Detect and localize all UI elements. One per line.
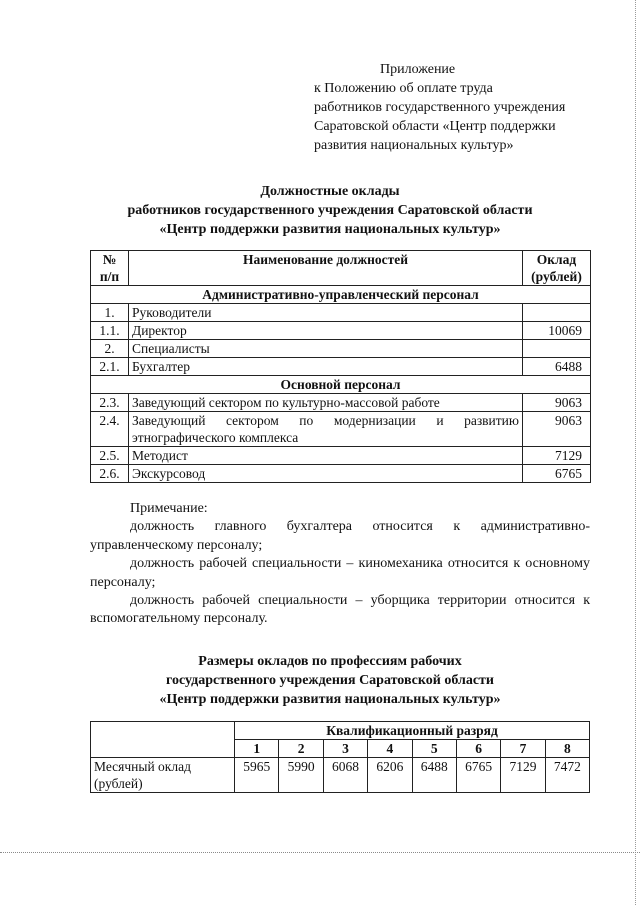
table-row bbox=[91, 340, 591, 358]
empty-corner-cell bbox=[91, 722, 235, 758]
grade-salary: 6488 bbox=[412, 758, 456, 793]
grade-number: 4 bbox=[368, 740, 412, 758]
title-line: Должностные оклады bbox=[260, 184, 400, 199]
table-row bbox=[91, 465, 591, 483]
row-salary: 9063 bbox=[523, 412, 591, 447]
table-header-row bbox=[91, 251, 591, 286]
note-title: Примечание: bbox=[130, 501, 208, 516]
table-row bbox=[91, 447, 591, 465]
title-line: Размеры окладов по профессиям рабочих bbox=[198, 654, 462, 669]
row-position: Экскурсовод bbox=[129, 465, 523, 483]
row-position: Методист bbox=[129, 447, 523, 465]
col-salary-header: Оклад (рублей) bbox=[523, 251, 591, 286]
row-number: 2. bbox=[91, 340, 129, 358]
grade-salary: 5990 bbox=[279, 758, 323, 793]
row-position: Заведующий сектором по культурно-массовой работе bbox=[129, 394, 523, 412]
note-block bbox=[90, 500, 590, 629]
section-main: Основной персонал bbox=[91, 376, 591, 394]
grade-salary: 6068 bbox=[323, 758, 367, 793]
row-number: 2.4. bbox=[91, 412, 129, 447]
row-salary: 6765 bbox=[523, 465, 591, 483]
workers-salary-table bbox=[90, 721, 590, 793]
col-number-header: № п/п bbox=[91, 251, 129, 286]
appendix-line: Саратовской области «Центр поддержки bbox=[314, 119, 556, 134]
row-number: 1. bbox=[91, 304, 129, 322]
row-salary bbox=[523, 340, 591, 358]
section-row bbox=[91, 286, 591, 304]
row-salary: 10069 bbox=[523, 322, 591, 340]
grade-salary: 6765 bbox=[456, 758, 500, 793]
grade-number: 5 bbox=[412, 740, 456, 758]
title-line: работников государственного учреждения Саратовской области bbox=[127, 203, 533, 218]
table-row bbox=[91, 322, 591, 340]
row-number: 2.1. bbox=[91, 358, 129, 376]
grade-salary: 6206 bbox=[368, 758, 412, 793]
row-salary bbox=[523, 304, 591, 322]
grade-header-row bbox=[91, 722, 590, 740]
grade-number: 3 bbox=[323, 740, 367, 758]
table-row bbox=[91, 394, 591, 412]
table-row bbox=[91, 304, 591, 322]
table-row bbox=[91, 412, 591, 447]
appendix-line: развития национальных культур» bbox=[314, 138, 514, 153]
grade-number: 7 bbox=[501, 740, 545, 758]
row-number: 2.5. bbox=[91, 447, 129, 465]
grade-number: 1 bbox=[235, 740, 279, 758]
grade-number: 6 bbox=[456, 740, 500, 758]
title-line: «Центр поддержки развития национальных культур» bbox=[159, 222, 501, 237]
section-row bbox=[91, 376, 591, 394]
grade-number: 8 bbox=[545, 740, 589, 758]
positions-salary-table bbox=[90, 250, 591, 483]
title-line: «Центр поддержки развития национальных культур» bbox=[159, 692, 501, 707]
row-salary: 7129 bbox=[523, 447, 591, 465]
row-number: 2.3. bbox=[91, 394, 129, 412]
appendix-line: Приложение bbox=[380, 62, 456, 77]
title-line: государственного учреждения Саратовской области bbox=[165, 673, 494, 688]
row-position: Руководители bbox=[129, 304, 523, 322]
grade-salary: 5965 bbox=[235, 758, 279, 793]
row-position: Бухгалтер bbox=[129, 358, 523, 376]
grade-salary: 7129 bbox=[501, 758, 545, 793]
col-name-header: Наименование должностей bbox=[129, 251, 523, 286]
note-item: должность главного бухгалтера относится к административно-управленческому персоналу; bbox=[90, 519, 590, 553]
appendix-line: к Положению об оплате труда bbox=[314, 81, 493, 96]
row-position: Директор bbox=[129, 322, 523, 340]
appendix-header bbox=[314, 60, 614, 155]
grade-number: 2 bbox=[279, 740, 323, 758]
note-item: должность рабочей специальности – уборщика территории относится к вспомогательному персоналу. bbox=[90, 593, 590, 627]
row-label: Месячный оклад (рублей) bbox=[91, 758, 235, 793]
row-number: 2.6. bbox=[91, 465, 129, 483]
section-admin: Административно-управленческий персонал bbox=[91, 286, 591, 304]
row-position: Заведующий сектором по модернизации и развитию этнографического комплекса bbox=[129, 412, 523, 447]
salary-values-row bbox=[91, 758, 590, 793]
note-item: должность рабочей специальности – киномеханика относится к основному персоналу; bbox=[90, 556, 590, 590]
row-position: Специалисты bbox=[129, 340, 523, 358]
scan-edge-right bbox=[635, 0, 636, 905]
salary-table-title bbox=[60, 182, 600, 239]
row-number: 1.1. bbox=[91, 322, 129, 340]
table-row bbox=[91, 358, 591, 376]
grade-header: Квалификационный разряд bbox=[235, 722, 590, 740]
workers-table-title bbox=[60, 652, 600, 709]
grade-salary: 7472 bbox=[545, 758, 589, 793]
scan-edge-bottom bbox=[0, 852, 640, 853]
row-salary: 6488 bbox=[523, 358, 591, 376]
appendix-line: работников государственного учреждения bbox=[314, 100, 566, 115]
row-salary: 9063 bbox=[523, 394, 591, 412]
